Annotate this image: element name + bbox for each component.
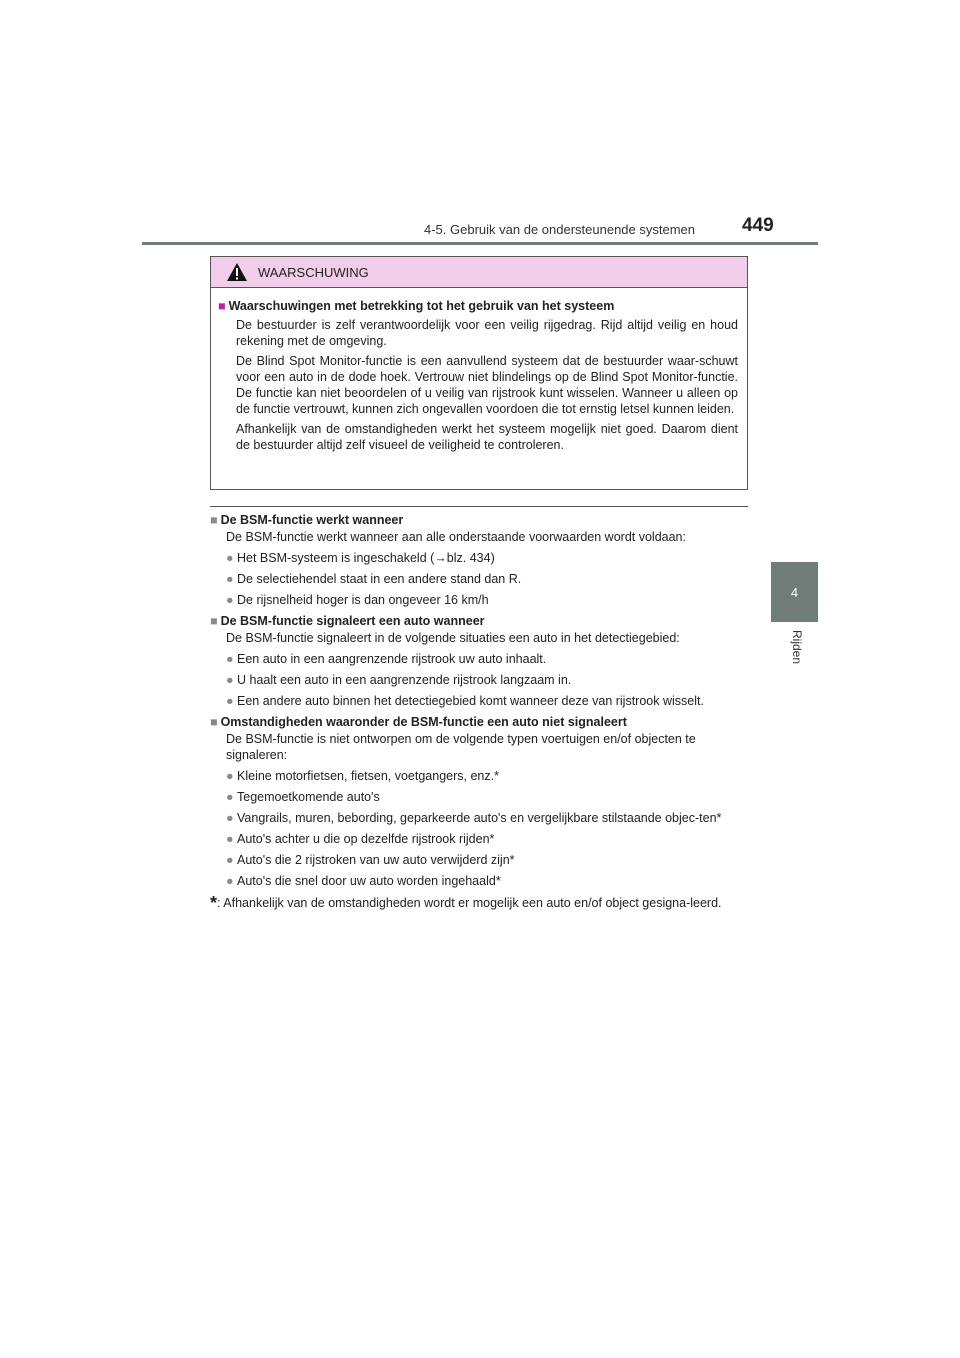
bullet-dot-icon: ● xyxy=(226,551,234,565)
warning-box xyxy=(210,256,748,490)
warning-heading-text: Waarschuwingen met betrekking tot het gebruik van het systeem xyxy=(228,299,615,313)
bullet-dot-icon: ● xyxy=(226,853,234,867)
bullet-dot-icon: ● xyxy=(226,769,234,783)
section-intro: De BSM-functie is niet ontworpen om de volgende typen voertuigen en/of objecten te signaleren: xyxy=(226,732,696,762)
main-content xyxy=(210,512,750,912)
list-item: ● Kleine motorfietsen, fietsen, voetgangers, enz.* xyxy=(226,769,499,783)
list-item: ● Een andere auto binnen het detectiegebied komt wanneer deze van rijstrook wisselt. xyxy=(226,694,704,708)
bullet-dot-icon: ● xyxy=(226,832,234,846)
bullet-dot-icon: ● xyxy=(226,673,234,687)
square-bullet-icon: ■ xyxy=(210,715,218,729)
page-number: 449 xyxy=(742,215,774,236)
section-heading-text: De BSM-functie werkt wanneer xyxy=(220,513,404,527)
header-rule xyxy=(142,242,818,245)
warning-title: WAARSCHUWING xyxy=(258,264,369,280)
square-bullet-icon: ■ xyxy=(210,513,218,527)
footnote-text: : Afhankelijk van de omstandigheden wordt er mogelijk een auto en/of object gesigna-leerd. xyxy=(217,896,722,910)
chapter-label: Rijden xyxy=(790,630,804,665)
section-heading-text: De BSM-functie signaleert een auto wanneer xyxy=(220,614,485,628)
warning-heading xyxy=(218,298,738,314)
chapter-tab xyxy=(771,562,818,622)
bullet-dot-icon: ● xyxy=(226,694,234,708)
bullet-dot-icon: ● xyxy=(226,874,234,888)
warning-triangle-icon xyxy=(226,262,248,282)
list-item: ● Tegemoetkomende auto's xyxy=(226,790,380,804)
warning-paragraph: De Blind Spot Monitor-functie is een aanvullend systeem dat de bestuurder waar-schuwt voor een auto in de dode hoek. Vertrouw niet blindelings op de Blind Spot Monitor-functie. De functie kan niet beoordelen of u veilig van rijstrook kunt wisselen. Wanneer u alleen op de functie vertrouwt, kunnen zich ongevallen voordoen die tot ernstig letsel kunnen leiden. xyxy=(236,354,738,416)
bullet-dot-icon: ● xyxy=(226,593,234,607)
warning-paragraph: De bestuurder is zelf verantwoordelijk voor een veilig rijgedrag. Rijd altijd veilig en houd rekening met de omgeving. xyxy=(236,318,738,348)
section-heading-text: Omstandigheden waaronder de BSM-functie een auto niet signaleert xyxy=(220,715,627,729)
list-item: ● Auto's die 2 rijstroken van uw auto verwijderd zijn* xyxy=(226,853,515,867)
section-divider xyxy=(210,506,748,507)
list-item: ● De selectiehendel staat in een andere stand dan R. xyxy=(226,572,522,586)
section-heading xyxy=(210,714,750,730)
square-bullet-icon: ■ xyxy=(210,614,218,628)
list-item: ● De rijsnelheid hoger is dan ongeveer 16 km/h xyxy=(226,593,489,607)
list-item: ● Vangrails, muren, bebording, geparkeerde auto's en vergelijkbare stilstaande objec-ten* xyxy=(226,811,722,825)
list-item: ● Auto's achter u die op dezelfde rijstrook rijden* xyxy=(226,832,495,846)
list-item: ● Een auto in een aangrenzende rijstrook uw auto inhaalt. xyxy=(226,652,547,666)
section-intro: De BSM-functie signaleert in de volgende situaties een auto in het detectiegebied: xyxy=(226,631,680,645)
bullet-dot-icon: ● xyxy=(226,652,234,666)
list-item: ● U haalt een auto in een aangrenzende rijstrook langzaam in. xyxy=(226,673,572,687)
warning-header xyxy=(211,257,747,288)
footnote-marker: * xyxy=(210,893,218,913)
list-item: ● Auto's die snel door uw auto worden ingehaald* xyxy=(226,874,501,888)
bullet-dot-icon: ● xyxy=(226,811,234,825)
running-header: 4-5. Gebruik van de ondersteunende systemen xyxy=(424,222,696,237)
list-item: ● Het BSM-systeem is ingeschakeld (→blz. 434) xyxy=(226,551,495,565)
section-intro: De BSM-functie werkt wanneer aan alle onderstaande voorwaarden wordt voldaan: xyxy=(226,530,686,544)
square-bullet-icon: ■ xyxy=(218,299,226,313)
footnote xyxy=(210,894,750,912)
chapter-number: 4 xyxy=(790,584,799,600)
warning-body xyxy=(211,288,747,453)
section-heading xyxy=(210,512,750,528)
bullet-dot-icon: ● xyxy=(226,790,234,804)
bullet-dot-icon: ● xyxy=(226,572,234,586)
warning-paragraph: Afhankelijk van de omstandigheden werkt het systeem mogelijk niet goed. Daarom dient de bestuurder altijd zelf visueel de veiligheid te controleren. xyxy=(236,422,738,452)
section-heading xyxy=(210,613,750,629)
